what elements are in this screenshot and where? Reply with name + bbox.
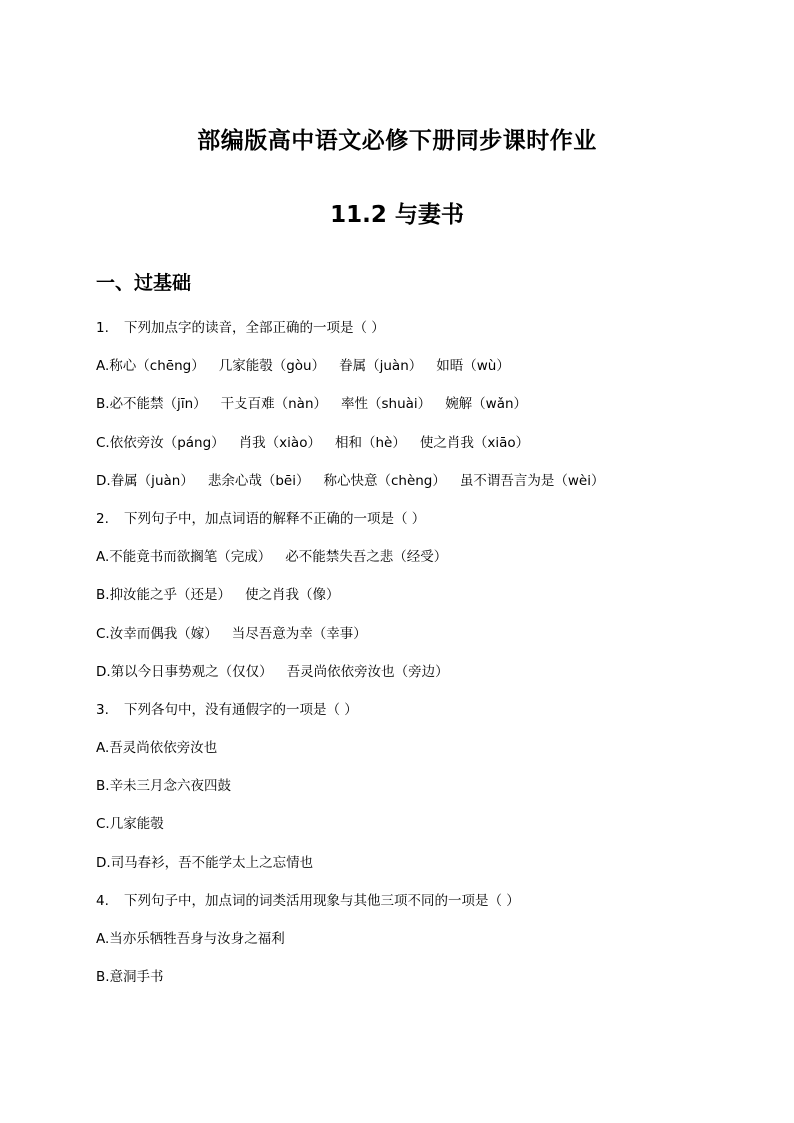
question-1-option-d <box>96 471 716 509</box>
question-text: 下列各句中，没有通假字的一项是（ ） <box>124 701 358 718</box>
option-segment: 眷属（juàn） <box>339 358 423 375</box>
option-segment: 辛未三月念六夜四鼓 <box>109 778 232 795</box>
question-list <box>96 318 716 1005</box>
question-4-stem <box>96 891 716 929</box>
document-title: 部编版高中语文必修下册同步课时作业 <box>197 128 597 154</box>
question-number: 2. <box>96 510 109 527</box>
question-2-option-b <box>96 585 716 623</box>
option-segment: 必不能禁失吾之悲（经受） <box>285 549 448 566</box>
question-2-stem <box>96 509 716 547</box>
option-letter: B. <box>96 778 110 795</box>
option-segment: 婉解（wǎn） <box>445 396 528 413</box>
option-segment: 使之肖我（xiāo） <box>419 434 530 451</box>
option-letter: D. <box>96 472 111 489</box>
question-2-option-c <box>96 624 716 662</box>
option-segment: 当尽吾意为幸（幸事） <box>231 625 367 642</box>
option-letter: B. <box>96 587 110 604</box>
option-segment: 相和（hè） <box>334 434 406 451</box>
option-segment: 使之肖我（像） <box>245 587 340 604</box>
question-text: 下列句子中，加点词语的解释不正确的一项是（ ） <box>124 510 426 527</box>
option-segment: 第以今日事势观之（仅仅） <box>110 663 273 680</box>
option-segment: 几家能彀（gòu） <box>218 358 326 375</box>
option-letter: C. <box>96 816 110 833</box>
question-text: 下列句子中，加点词的词类活用现象与其他三项不同的一项是（ ） <box>124 892 520 909</box>
question-number: 4. <box>96 892 109 909</box>
question-3-option-d <box>96 853 716 891</box>
question-3-option-b <box>96 776 716 814</box>
option-segment: 司马春衫，吾不能学太上之忘情也 <box>110 854 314 871</box>
question-number: 1. <box>96 320 109 336</box>
option-segment: 吾灵尚依依旁汝也（旁边） <box>286 663 449 680</box>
section-heading: 一、过基础 <box>96 272 192 294</box>
option-letter: D. <box>96 663 111 680</box>
option-segment: 汝幸而偶我（嫁） <box>109 625 218 642</box>
option-segment: 肖我（xiào） <box>238 434 321 451</box>
option-letter: D. <box>96 854 111 871</box>
option-letter: A. <box>96 931 110 947</box>
option-letter: B. <box>96 396 110 413</box>
question-2-option-d <box>96 662 716 700</box>
question-1-option-c <box>96 433 716 471</box>
document-subtitle: 11.2 与妻书 <box>330 202 464 228</box>
option-segment: 吾灵尚依依旁汝也 <box>109 740 218 757</box>
option-segment: 抑汝能之乎（还是） <box>109 587 232 604</box>
question-text: 下列加点字的读音，全部正确的一项是（ ） <box>124 320 385 336</box>
option-letter: A. <box>96 358 110 375</box>
option-letter: C. <box>96 434 110 451</box>
option-segment: 依依旁汝（páng） <box>109 434 225 451</box>
option-letter: A. <box>96 740 110 757</box>
option-segment: 不能竟书而欲搁笔（完成） <box>109 549 272 566</box>
option-segment: 称心快意（chèng） <box>323 472 446 489</box>
question-number: 3. <box>96 701 109 718</box>
option-segment: 几家能彀 <box>109 816 164 833</box>
question-1-stem <box>96 318 716 356</box>
question-3-stem <box>96 700 716 738</box>
option-segment: 虽不谓吾言为是（wèi） <box>459 472 605 489</box>
option-segment: 眷属（juàn） <box>110 472 194 489</box>
option-segment: 意洞手书 <box>109 969 164 986</box>
question-1-option-b <box>96 394 716 432</box>
question-3-option-a <box>96 738 716 776</box>
option-segment: 率性（shuài） <box>341 396 432 413</box>
option-segment: 悲余心哉（bēi） <box>207 472 310 489</box>
option-letter: B. <box>96 969 110 986</box>
option-segment: 如晤（wù） <box>436 358 510 375</box>
option-segment: 必不能禁（jīn） <box>109 396 207 413</box>
option-letter: C. <box>96 625 110 642</box>
option-segment: 当亦乐牺牲吾身与汝身之福利 <box>109 931 285 947</box>
option-letter: A. <box>96 549 110 566</box>
question-4-option-b <box>96 967 716 1005</box>
question-2-option-a <box>96 547 716 585</box>
question-3-option-c <box>96 814 716 852</box>
option-segment: 称心（chēng） <box>109 358 205 375</box>
question-1-option-a <box>96 356 716 394</box>
option-segment: 干攴百难（nàn） <box>220 396 328 413</box>
question-4-option-a <box>96 929 716 967</box>
